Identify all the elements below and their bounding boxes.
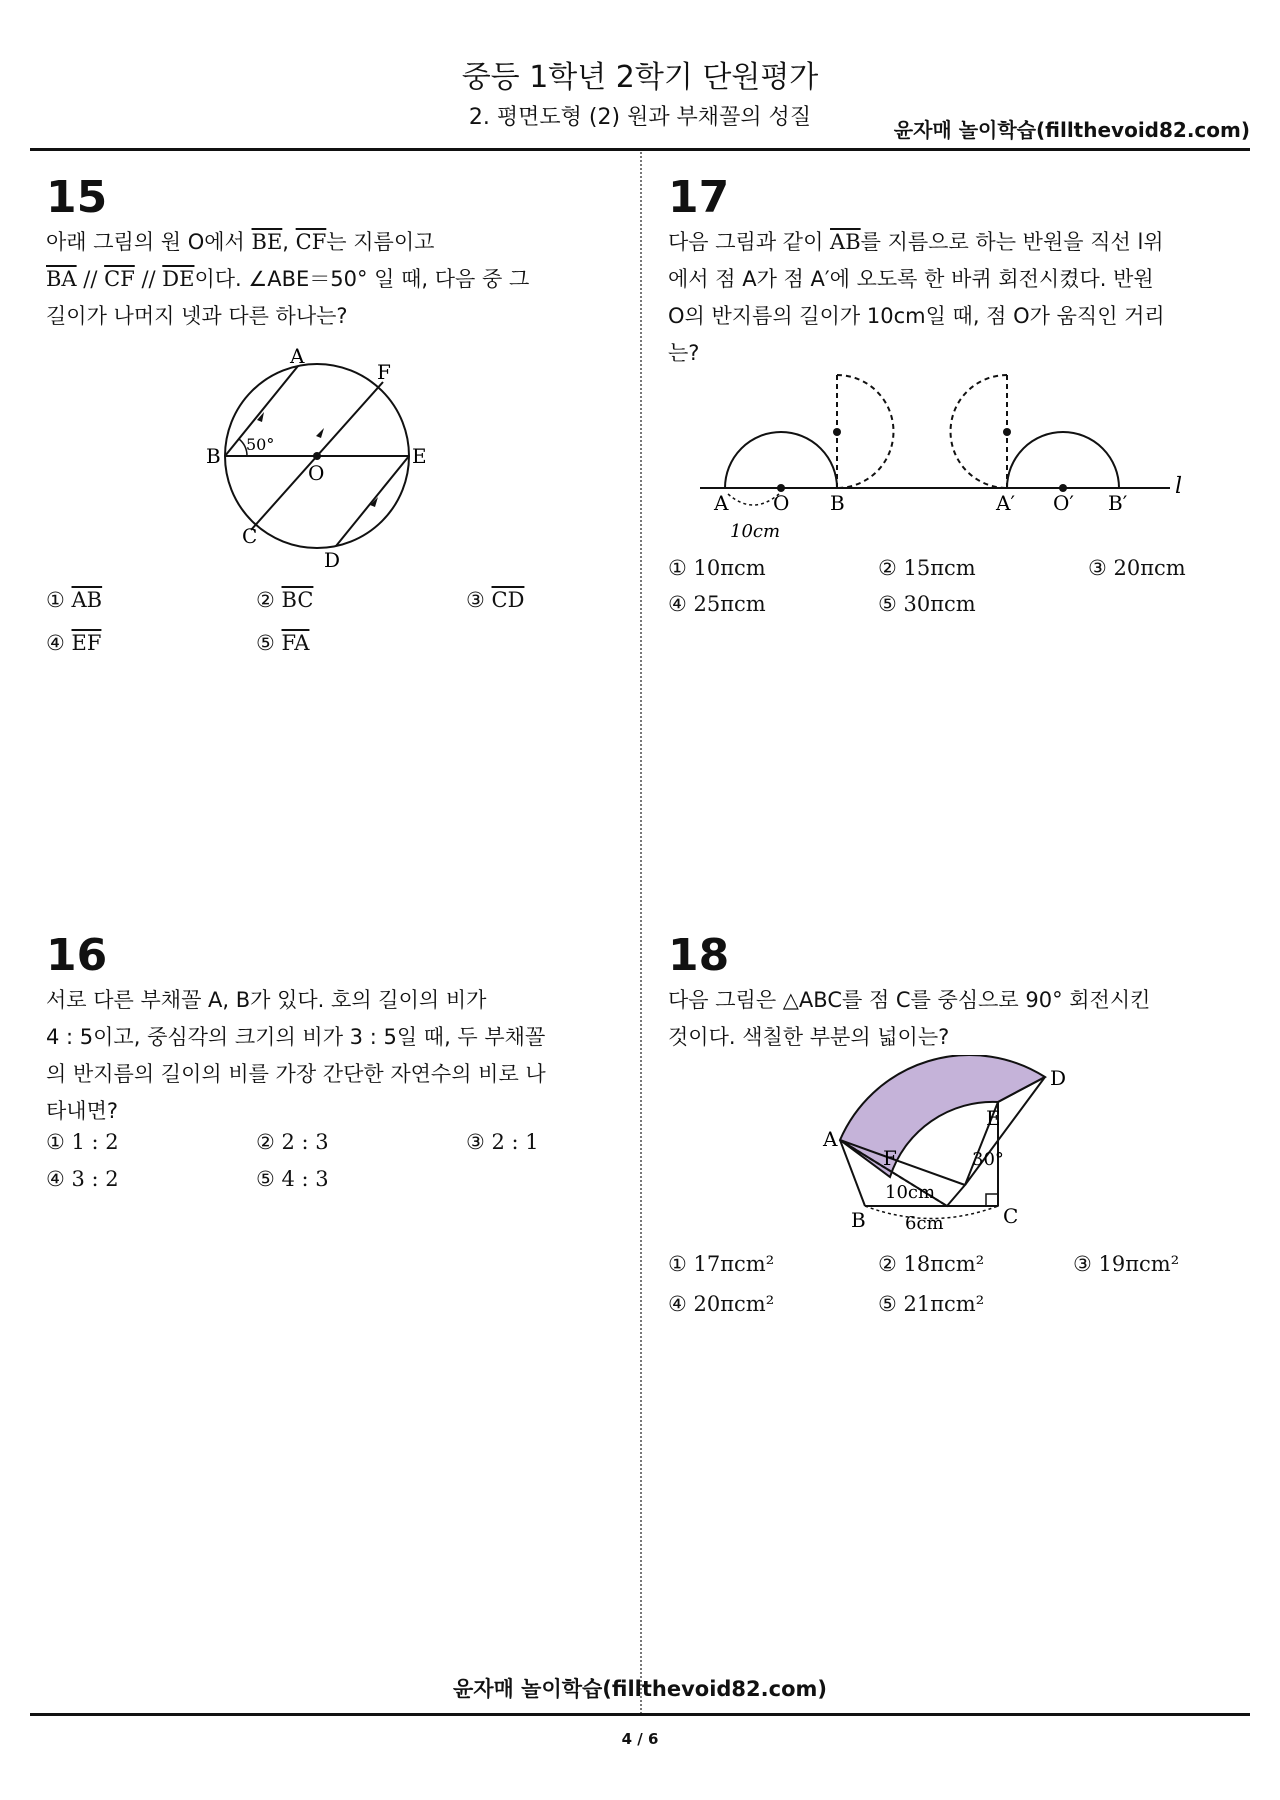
page-title: 중등 1학년 2학기 단원평가 [461,60,819,95]
q18-choice-4[interactable]: ④ 20πcm² [668,1292,775,1316]
q18-choice-3[interactable]: ③ 19πcm² [1073,1252,1180,1276]
q17-semicircle-start [725,432,837,488]
q15-choice-2[interactable]: ② $\overline{BC}$ [256,588,314,612]
q16-choice-1[interactable]: ① 1 : 2 [46,1130,119,1154]
q17-rolling-figure [690,370,1210,545]
footer-rule [30,1713,1250,1716]
q17-label-a: A [714,491,729,515]
q18-number: 18 [668,930,730,981]
q15-choice-1[interactable]: ① $\overline{AB}$ [46,588,103,612]
q16-choice-3[interactable]: ③ 2 : 1 [466,1130,539,1154]
q18-choice-5[interactable]: ⑤ 21πcm² [878,1292,985,1316]
header-brand: 윤자매 놀이학습(fillthevoid82.com) [893,118,1250,142]
q15-label-a: A [290,345,305,368]
q15-label-b: B [206,444,221,468]
q15-angle-label: 50° [246,435,275,454]
q18-label-e: E [986,1106,1001,1130]
q16-choice-5[interactable]: ⑤ 4 : 3 [256,1167,329,1191]
q17-label-l: l [1175,474,1183,499]
q16-text: 서로 다른 부채꼴 A, B가 있다. 호의 길이의 비가 4 : 5이고, 중심각의 크기의 비가 3 : 5일 때, 두 부채꼴 의 반지름의 길이의 비를 가장 간단한 자연수의 비로 나 타내면? [46,988,546,1123]
q18-label-d: D [1050,1066,1067,1090]
q15-arrow-cf [316,428,324,438]
q18-angle-label: 30° [972,1149,1004,1170]
q18-label-b: B [851,1208,866,1232]
q15-circle-figure [200,345,440,575]
page-number: 4 / 6 [621,1730,659,1748]
q17-number: 17 [668,172,730,223]
q17-center-upright-2 [1003,428,1011,436]
q18-label-f: F [883,1146,897,1170]
q17-center-upright-1 [833,428,841,436]
q15-label-f: F [377,360,391,384]
q18-rotation-figure [815,1055,1080,1240]
q17-choice-5[interactable]: ⑤ 30πcm [878,592,976,616]
q17-label-o: O [773,491,790,515]
column-divider [640,152,642,1714]
q16-choice-4[interactable]: ④ 3 : 2 [46,1167,119,1191]
q18-choice-1[interactable]: ① 17πcm² [668,1252,775,1276]
q15-label-o: O [308,461,325,485]
q17-choice-4[interactable]: ④ 25πcm [668,592,766,616]
q15-label-c: C [242,524,258,548]
q15-label-e: E [412,444,427,468]
q18-label-c: C [1003,1204,1019,1228]
q17-label-a2: A′ [996,491,1015,515]
q18-len-6cm: 6cm [905,1213,944,1234]
q18-right-angle [986,1194,998,1206]
q18-text: 다음 그림은 △ABC를 점 C를 중심으로 90° 회전시킨 것이다. 색칠한 부분의 넓이는? [668,988,1151,1049]
q15-choice-4[interactable]: ④ $\overline{EF}$ [46,631,102,655]
header-rule [30,148,1250,151]
q17-label-b2: B′ [1108,491,1128,515]
q17-semicircle-upright-1 [837,375,893,488]
q15-choice-3[interactable]: ③ $\overline{CD}$ [466,588,525,612]
page-subtitle: 2. 평면도형 (2) 원과 부채꼴의 성질 [468,105,812,130]
q15-center-dot [313,452,321,460]
q17-semicircle-upright-2 [951,375,1007,488]
q16-number: 16 [46,930,108,981]
q15-text: 아래 그림의 원 O에서 $\overline{BE}$, $\overline{CF}$는 지름이고 $\overline{BA} // \overline{CF} // \overline{DE}$이다. ∠ABE＝50° 일 때, 다음 중 그 길이가 나머지 넷과 다른 하나는? [46,230,530,328]
q15-label-d: D [324,548,341,572]
q17-radius-label: 10cm [730,521,781,542]
q17-choice-3[interactable]: ③ 20πcm [1088,556,1186,580]
footer-brand: 윤자매 놀이학습(fillthevoid82.com) [452,1677,827,1701]
q17-label-b: B [830,491,845,515]
q16-choice-2[interactable]: ② 2 : 3 [256,1130,329,1154]
q18-choice-2[interactable]: ② 18πcm² [878,1252,985,1276]
q15-number: 15 [46,172,108,223]
q15-choice-5[interactable]: ⑤ $\overline{FA}$ [256,631,310,655]
q17-text: 다음 그림과 같이 $\overline{AB}$를 지름으로 하는 반원을 직선 l위 에서 점 A가 점 A′에 오도록 한 바퀴 회전시켰다. 반원 O의 반지름의 길이가 10cm일 때, 점 O가 움직인 거리 는? [668,230,1165,365]
q17-radius-brace [728,494,779,505]
q17-semicircle-end [1007,432,1119,488]
q17-choice-2[interactable]: ② 15πcm [878,556,976,580]
q17-label-o2: O′ [1053,491,1074,515]
q18-len-10cm: 10cm [885,1182,936,1203]
q17-choice-1[interactable]: ① 10πcm [668,556,766,580]
q18-label-a: A [823,1127,838,1151]
